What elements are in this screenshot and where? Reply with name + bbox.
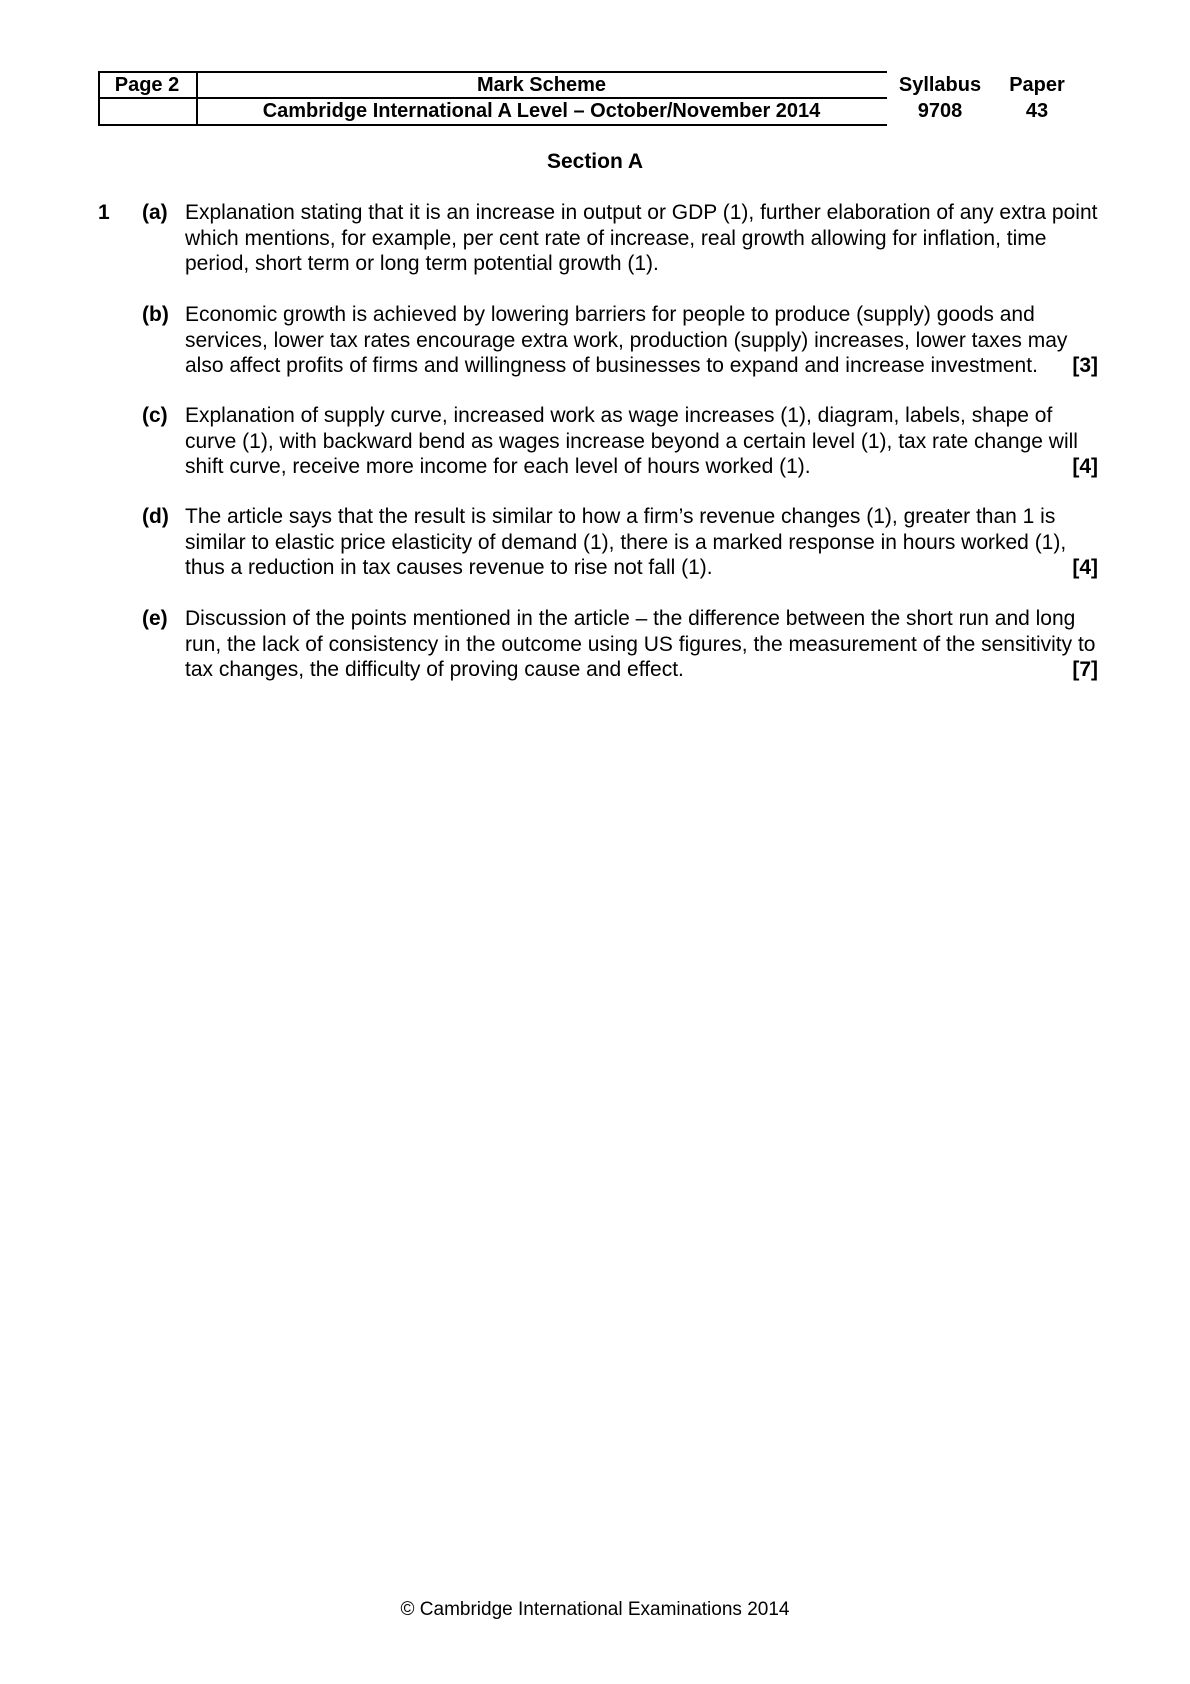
part-label: (e) [142, 607, 168, 630]
paper-label: Paper [1009, 74, 1065, 96]
header-bottom-rule [98, 124, 887, 126]
part-marks: [7] [1072, 658, 1098, 681]
syllabus-value: 9708 [917, 100, 963, 122]
page-number: Page 2 [114, 74, 180, 96]
part-label: (a) [142, 201, 168, 224]
section-title: Section A [546, 150, 644, 173]
document-subtitle: Cambridge International A Level – October/November 2014 [262, 100, 821, 122]
part-marks: [4] [1072, 455, 1098, 478]
paper-value: 43 [1025, 100, 1049, 122]
copyright-footer: © Cambridge International Examinations 2014 [400, 1599, 790, 1620]
part-marks: [4] [1072, 556, 1098, 579]
part-label: (b) [142, 303, 169, 326]
part-marks: [3] [1072, 354, 1098, 377]
part-text: The article says that the result is similar to how a firm’s revenue changes (1), greater than 1 is similar to elastic price elasticity of demand (1), there is a marked response in hours worked (1), thus a reduction in tax causes revenue to rise not fall (1). [185, 505, 1067, 579]
document-title: Mark Scheme [477, 74, 606, 96]
part-label: (d) [142, 505, 169, 528]
question-number: 1 [98, 201, 110, 224]
part-text: Explanation of supply curve, increased work as wage increases (1), diagram, labels, shape of curve (1), with backward bend as wages increase beyond a certain level (1), tax rate change will shift curve, receive more income for each level of hours worked (1). [185, 404, 1078, 478]
part-text: Discussion of the points mentioned in the article – the difference between the short run and long run, the lack of consistency in the outcome using US figures, the measurement of the sensitivity to tax changes, the difficulty of proving cause and effect. [185, 607, 1096, 681]
part-text: Explanation stating that it is an increase in output or GDP (1), further elaboration of any extra point which mentions, for example, per cent rate of increase, real growth allowing for inflation, time period, short term or long term potential growth (1). [185, 201, 1098, 275]
part-text: Economic growth is achieved by lowering barriers for people to produce (supply) goods and services, lower tax rates encourage extra work, production (supply) increases, lower taxes may also affect profits of firms and willingness of businesses to expand and increase investment. [185, 303, 1068, 377]
syllabus-label: Syllabus [898, 74, 982, 96]
part-label: (c) [142, 404, 168, 427]
